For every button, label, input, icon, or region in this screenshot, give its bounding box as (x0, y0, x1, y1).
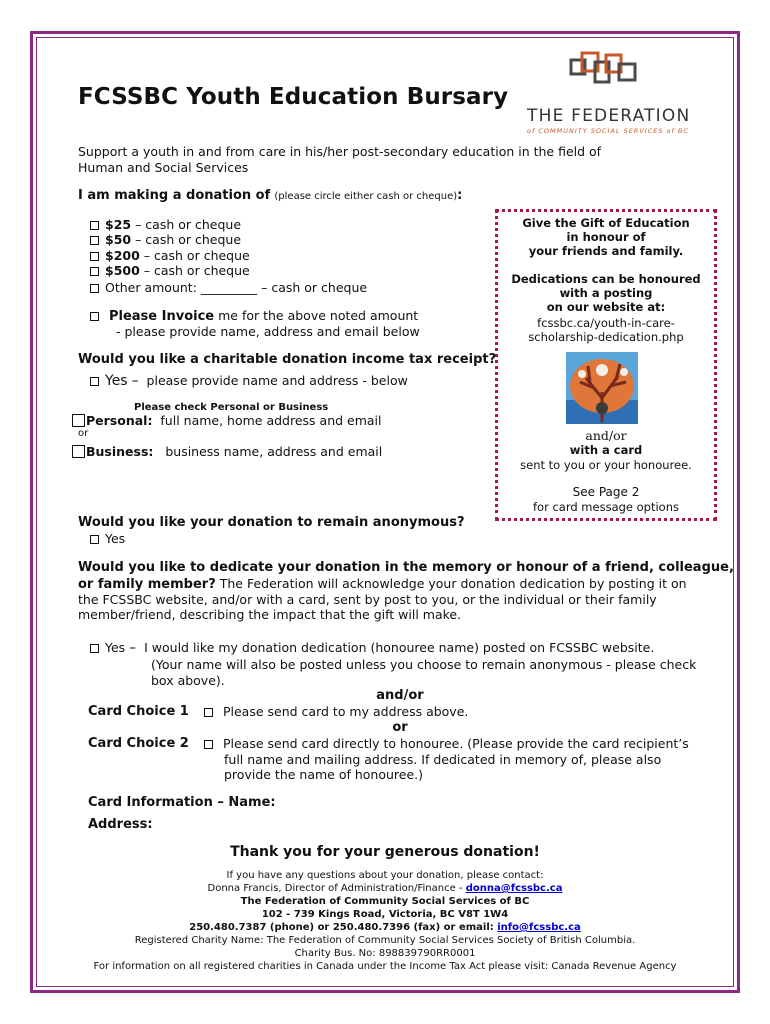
address-line: 102 - 739 Kings Road, Victoria, BC V8T 1W4 (261, 909, 509, 920)
option-25[interactable]: $25 – cash or cheque (90, 217, 241, 232)
card-choice-2-line2: full name and mailing address. If dedicated in memory of, please also (224, 752, 662, 767)
checkbox-icon[interactable] (90, 535, 99, 544)
sidebar-andor: and/or (585, 428, 627, 443)
intro-text-line2: Human and Social Services (78, 160, 249, 175)
checkbox-icon[interactable] (90, 312, 99, 321)
donation-heading: I am making a donation of (please circle either cash or cheque): (78, 188, 463, 203)
card-choice-1-label: Card Choice 1 (88, 704, 189, 719)
checkbox-icon[interactable] (90, 377, 99, 386)
or-label: or (78, 428, 89, 439)
federation-logo-icon (568, 50, 640, 92)
dedicate-yes-line3: box above). (151, 673, 225, 688)
card-choice-2-label: Card Choice 2 (88, 736, 189, 751)
thank-you: Thank you for your generous donation! (230, 844, 540, 860)
intro-text-line1: Support a youth in and from care in his/her post-secondary education in the field of (78, 144, 602, 159)
checkbox-icon[interactable] (204, 740, 213, 749)
checkbox-icon[interactable] (72, 445, 85, 458)
option-other[interactable]: Other amount: _________ – cash or cheque (90, 280, 367, 295)
dedicate-text-line3: the FCSSBC website, and/or with a card, sent by post to you, or the individual or their family (78, 592, 657, 607)
sidebar-url: fcssbc.ca/youth-in-care- scholarship-dedication.php (528, 316, 684, 344)
checkbox-icon[interactable] (90, 252, 99, 261)
sidebar-with-card: with a card (569, 443, 643, 457)
info-email-link[interactable]: info@fcssbc.ca (497, 922, 581, 933)
andor-label: and/or (376, 688, 424, 703)
personal-option[interactable]: Personal: full name, home address and email (72, 413, 382, 428)
charity-name: Registered Charity Name: The Federation of Community Social Services Society of British Columbia. (134, 935, 636, 946)
checkbox-icon[interactable] (72, 414, 85, 427)
sidebar-see-page: See Page 2 (572, 485, 640, 499)
option-invoice[interactable]: Please Invoice me for the above noted amount (90, 308, 418, 324)
card-info-label: Card Information – Name: (88, 795, 276, 810)
dedicate-text-line4: member/friend, describing the impact that the gift will make. (78, 607, 462, 622)
anonymous-question: Would you like your donation to remain anonymous? (78, 515, 465, 530)
dedicate-text-line2: or family member? The Federation will acknowledge your donation dedication by posting it on (78, 576, 687, 592)
card-choice-2-line3: provide the name of honouree.) (224, 767, 424, 782)
anonymous-yes-option[interactable]: Yes (90, 531, 125, 546)
receipt-question: Would you like a charitable donation income tax receipt? (78, 352, 497, 367)
option-500[interactable]: $500 – cash or cheque (90, 263, 250, 278)
org-name: THE FEDERATION (527, 106, 691, 126)
address-label: Address: (88, 817, 153, 832)
checkbox-icon[interactable] (90, 644, 99, 653)
sidebar-sent-to: sent to you or your honouree. (520, 458, 692, 472)
dedicate-question: Would you like to dedicate your donation in the memory or honour of a friend, colleague, (78, 560, 734, 575)
checkbox-icon[interactable] (204, 708, 213, 717)
option-50[interactable]: $50 – cash or cheque (90, 232, 241, 247)
card-choice-1-option[interactable]: Please send card to my address above. (204, 704, 468, 719)
checkbox-icon[interactable] (90, 267, 99, 276)
invoice-note: - please provide name, address and email below (116, 324, 420, 339)
sidebar-card-options: for card message options (532, 500, 679, 514)
tree-artwork-icon (566, 352, 638, 424)
dedicate-yes-line2: (Your name will also be posted unless you choose to remain anonymous - please check (151, 657, 697, 672)
or-label-2: or (392, 720, 408, 735)
receipt-yes-option[interactable]: Yes – please provide name and address - below (90, 373, 408, 389)
checkbox-icon[interactable] (90, 284, 99, 293)
phone-line: 250.480.7387 (phone) or 250.480.7396 (fax) or email: info@fcssbc.ca (189, 922, 581, 933)
cra-info: For information on all registered charities in Canada under the Income Tax Act please visit: Canada Revenue Agency (93, 961, 677, 972)
charity-number: Charity Bus. No: 898839790RR0001 (294, 948, 476, 959)
sidebar-heading: Give the Gift of Education in honour of your friends and family. (522, 216, 690, 258)
business-option[interactable]: Business: business name, address and email (72, 444, 382, 459)
page-title: FCSSBC Youth Education Bursary (78, 84, 509, 110)
check-note: Please check Personal or Business (134, 402, 329, 413)
checkbox-icon[interactable] (90, 221, 99, 230)
contact-intro: If you have any questions about your donation, please contact: (226, 870, 544, 881)
checkbox-icon[interactable] (90, 236, 99, 245)
contact-line: Donna Francis, Director of Administration/Finance - donna@fcssbc.ca (207, 883, 563, 894)
contact-email-link[interactable]: donna@fcssbc.ca (465, 883, 563, 894)
org-line: The Federation of Community Social Services of BC (240, 896, 530, 907)
org-subtitle: of COMMUNITY SOCIAL SERVICES of BC (527, 127, 689, 135)
sidebar-dedication: Dedications can be honoured with a posting on our website at: (511, 272, 701, 314)
dedicate-yes-option[interactable]: Yes – I would like my donation dedication (honouree name) posted on FCSSBC website. (90, 640, 654, 656)
card-choice-2-option[interactable]: Please send card directly to honouree. (Please provide the card recipient’s (204, 736, 689, 751)
option-200[interactable]: $200 – cash or cheque (90, 248, 250, 263)
